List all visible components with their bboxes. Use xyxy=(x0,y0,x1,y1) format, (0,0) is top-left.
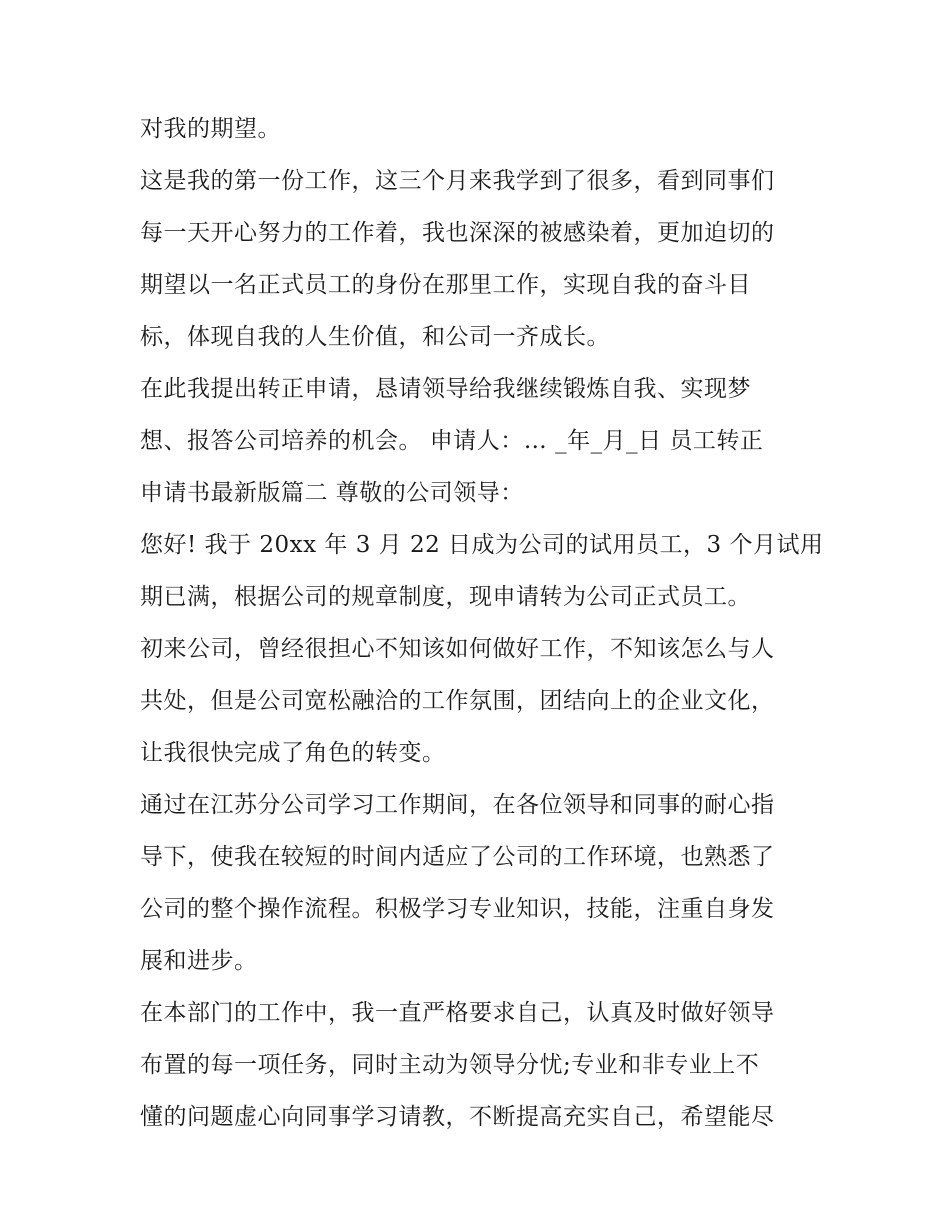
text-line: 期已满，根据公司的规章制度，现申请转为公司正式员工。 xyxy=(140,584,751,610)
text-line: 您好! 我于 20xx 年 3 月 22 日成为公司的试用员工，3 个月试用 xyxy=(140,532,824,558)
text-line: 在本部门的工作中，我一直严格要求自己，认真及时做好领导 xyxy=(140,1000,775,1026)
text-line: 懂的问题虚心向同事学习请教，不断提高充实自己，希望能尽 xyxy=(140,1104,775,1130)
text-line: 期望以一名正式员工的身份在那里工作，实现自我的奋斗目 xyxy=(140,272,751,298)
text-line: 展和进步。 xyxy=(140,948,258,974)
text-line: 布置的每一项任务，同时主动为领导分忧;专业和非专业上不 xyxy=(140,1052,760,1078)
text-line: 初来公司，曾经很担心不知该如何做好工作，不知该怎么与人 xyxy=(140,636,775,662)
text-line: 对我的期望。 xyxy=(140,116,281,142)
text-line: 每一天开心努力的工作着，我也深深的被感染着，更加迫切的 xyxy=(140,220,775,246)
text-line: 通过在江苏分公司学习工作期间，在各位领导和同事的耐心指 xyxy=(140,792,775,818)
text-line: 公司的整个操作流程。积极学习专业知识，技能，注重自身发 xyxy=(140,896,775,922)
text-line: 申请书最新版篇二 尊敬的公司领导： xyxy=(140,480,524,506)
text-line: 这是我的第一份工作，这三个月来我学到了很多，看到同事们 xyxy=(140,168,775,194)
text-line: 导下，使我在较短的时间内适应了公司的工作环境，也熟悉了 xyxy=(140,844,775,870)
text-line: 想、报答公司培养的机会。 申请人：… _年_月_日 员工转正 xyxy=(140,428,764,454)
text-line: 标，体现自我的人生价值，和公司一齐成长。 xyxy=(140,324,610,350)
text-line: 共处，但是公司宽松融洽的工作氛围，团结向上的企业文化， xyxy=(140,688,775,714)
document-body xyxy=(140,103,824,1143)
text-line: 在此我提出转正申请，恳请领导给我继续锻炼自我、实现梦 xyxy=(140,376,751,402)
text-line: 让我很快完成了角色的转变。 xyxy=(140,740,446,766)
